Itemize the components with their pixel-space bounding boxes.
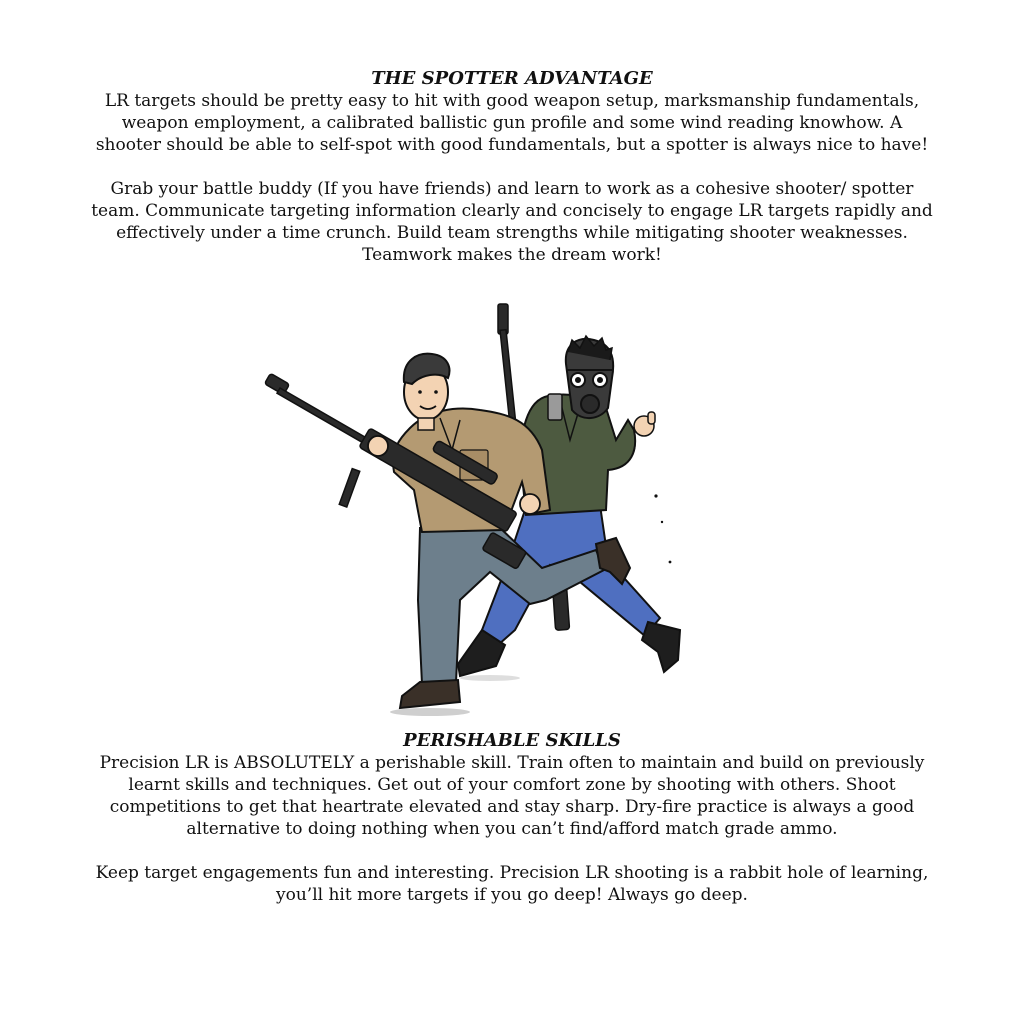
- section-paragraph: Keep target engagements fun and interesting. Precision LR shooting is a rabbit hole of learning, you’ll hit more targets if you go deep! Always go deep.: [95, 863, 929, 905]
- shooter-right-hand: [520, 494, 540, 514]
- shooter-spotter-illustration: [260, 300, 700, 720]
- section-heading: PERISHABLE SKILLS: [403, 730, 621, 751]
- section-heading: THE SPOTTER ADVANTAGE: [371, 68, 653, 89]
- spotter-head: [566, 336, 613, 418]
- section-paragraph: Precision LR is ABSOLUTELY a perishable skill. Train often to maintain and build on previously learnt skills and techniques. Get out of your comfort zone by shooting with others. Shoot competitions to get that heartrate elevated and stay sharp. Dry-fire practice is always a good alternative to doing nothing when you can’t find/afford match grade ammo.: [99, 753, 925, 839]
- section-perishable-skills: [90, 730, 934, 906]
- section-spotter-advantage: [90, 68, 934, 266]
- shooter-left-hand: [368, 436, 388, 456]
- section-paragraph: LR targets should be pretty easy to hit with good weapon setup, marksmanship fundamentals, weapon employment, a calibrated ballistic gun profile and some wind reading knowhow. A shooter should be able to self-spot with good fundamentals, but a spotter is always nice to have!: [95, 91, 929, 155]
- section-paragraph: Grab your battle buddy (If you have friends) and learn to work as a cohesive shooter/ spotter team. Communicate targeting information clearly and concisely to engage LR targets rapidly and effectively under a time crunch. Build team strengths while mitigating shooter weaknesses. Teamwork makes the dream work!: [91, 179, 933, 265]
